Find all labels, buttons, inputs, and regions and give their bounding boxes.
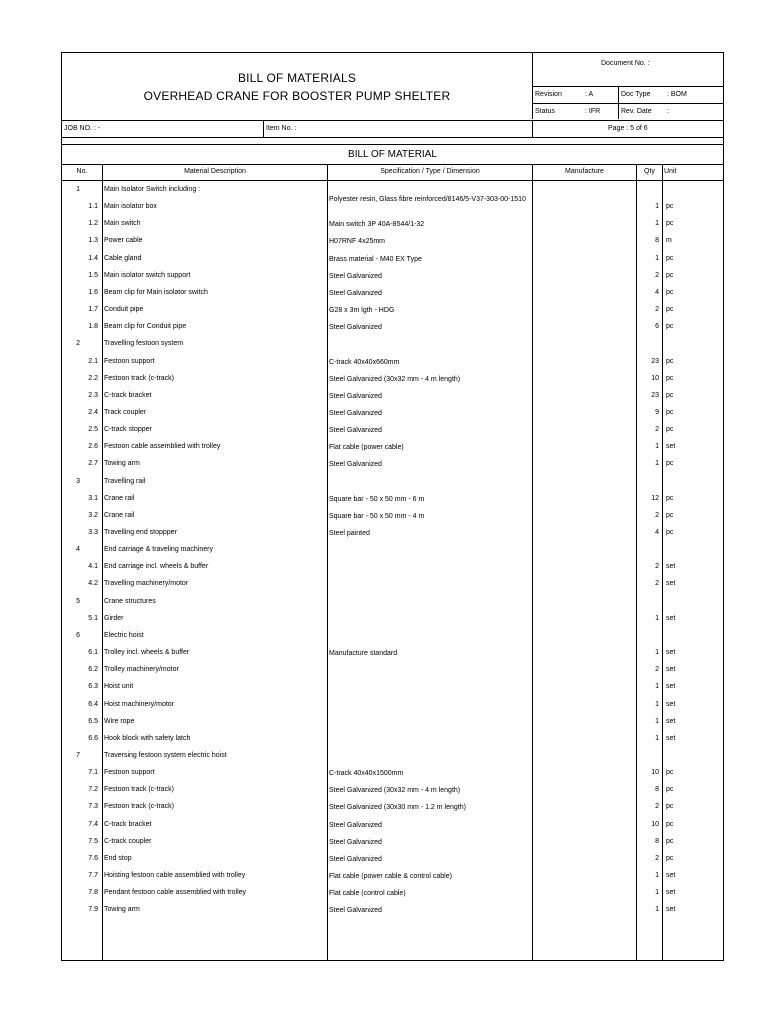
row-number: 1 bbox=[76, 186, 80, 193]
row-unit: set bbox=[666, 872, 676, 879]
col-manufacture: Manufacture bbox=[565, 168, 604, 175]
row-unit: set bbox=[666, 717, 676, 725]
row-description: Beam clip for Main isolator switch bbox=[104, 288, 208, 296]
row-spec: Steel Galvanized bbox=[329, 409, 382, 417]
row-qty: 1 bbox=[655, 872, 659, 879]
row-unit: pc bbox=[666, 271, 674, 279]
row-description: Main isolator box bbox=[104, 203, 157, 211]
row-description: Festoon support bbox=[104, 357, 155, 365]
row-number: 1.6 bbox=[88, 288, 98, 296]
row-unit: set bbox=[666, 580, 676, 588]
row-description: Wire rope bbox=[104, 717, 135, 725]
row-description: C-track coupler bbox=[104, 837, 152, 845]
row-description: Travelling festoon system bbox=[104, 340, 184, 348]
row-description: Trolley incl. wheels & buffer bbox=[104, 649, 190, 657]
row-spec: Flat cable (power cable) bbox=[329, 444, 404, 452]
row-qty: 2 bbox=[655, 803, 659, 811]
row-number: 1.2 bbox=[88, 220, 98, 228]
row-spec: Square bar - 50 x 50 mm - 4 m bbox=[329, 512, 425, 520]
row-unit: pc bbox=[666, 426, 674, 434]
row-unit: pc bbox=[666, 323, 674, 331]
row-number: 7.8 bbox=[88, 889, 98, 897]
row-qty: 23 bbox=[651, 391, 659, 399]
row-unit: pc bbox=[666, 494, 674, 502]
row-number: 2.1 bbox=[88, 357, 98, 365]
row-qty: 2 bbox=[655, 426, 659, 434]
document-meta bbox=[533, 53, 723, 119]
row-number: 1.1 bbox=[88, 203, 98, 211]
row-description: Conduit pipe bbox=[104, 306, 144, 314]
row-unit: pc bbox=[666, 203, 674, 211]
rev-date-label: Rev. Date bbox=[621, 108, 652, 115]
row-description: Festoon track (c-track) bbox=[104, 803, 175, 811]
row-unit: pc bbox=[666, 529, 674, 536]
row-unit: pc bbox=[666, 786, 674, 794]
row-spec: Steel Galvanized bbox=[329, 907, 382, 915]
job-no: JOB NO. : - bbox=[64, 125, 101, 132]
row-number: 7.3 bbox=[88, 803, 98, 811]
row-qty: 1 bbox=[655, 717, 659, 725]
row-unit: set bbox=[666, 649, 676, 657]
title-block bbox=[62, 53, 533, 119]
row-qty: 4 bbox=[655, 529, 659, 536]
row-number: 3 bbox=[76, 477, 80, 485]
row-number: 7.9 bbox=[88, 906, 98, 914]
row-spec: Flat cable (power cable & control cable) bbox=[329, 873, 452, 880]
row-description: C-track bracket bbox=[104, 391, 152, 399]
rev-date-value: : bbox=[667, 108, 669, 115]
row-unit: pc bbox=[666, 306, 674, 314]
column-divider bbox=[532, 165, 533, 960]
row-spec: C-track 40x40x1500mm bbox=[329, 770, 404, 778]
row-number: 3.1 bbox=[88, 494, 98, 502]
row-unit: pc bbox=[666, 408, 674, 416]
row-number: 7.4 bbox=[88, 820, 98, 828]
row-qty: 1 bbox=[655, 889, 659, 897]
row-qty: 8 bbox=[655, 786, 659, 794]
status-label: Status bbox=[535, 108, 555, 115]
column-divider bbox=[327, 165, 328, 960]
doc-type-label: Doc Type bbox=[621, 91, 651, 98]
row-qty: 10 bbox=[651, 820, 659, 828]
row-number: 7.1 bbox=[88, 769, 98, 777]
row-number: 6.3 bbox=[88, 683, 98, 691]
row-description: Travelling end stoppper bbox=[104, 529, 177, 536]
row-qty: 2 bbox=[655, 306, 659, 314]
column-divider bbox=[102, 165, 103, 960]
row-description: Crane rail bbox=[104, 511, 135, 519]
row-qty: 2 bbox=[655, 563, 659, 571]
row-unit: pc bbox=[666, 837, 674, 845]
row-spec: Steel Galvanized bbox=[329, 821, 382, 829]
row-description: End stop bbox=[104, 854, 132, 862]
row-unit: pc bbox=[666, 820, 674, 828]
revision-value: : A bbox=[585, 91, 594, 98]
row-description: Hook block with safety latch bbox=[104, 734, 191, 742]
row-unit: set bbox=[666, 563, 676, 571]
row-spec: Steel Galvanized bbox=[329, 855, 382, 863]
job-row-divider bbox=[263, 121, 264, 137]
row-description: Towing arm bbox=[104, 906, 140, 914]
revision-row bbox=[533, 87, 723, 104]
row-description: Traversing festoon system electric hoist bbox=[104, 751, 227, 759]
row-spec: Steel Galvanized bbox=[329, 324, 382, 332]
row-description: Electric hoist bbox=[104, 631, 144, 639]
row-description: Travelling machinery/motor bbox=[104, 580, 189, 588]
job-row bbox=[62, 120, 723, 138]
row-number: 4.1 bbox=[88, 563, 98, 571]
row-spec: G28 x 3m lgth - HDG bbox=[329, 307, 395, 315]
row-description: C-track bracket bbox=[104, 820, 152, 828]
row-spec: Steel Galvanized bbox=[329, 838, 382, 846]
row-description: Festoon support bbox=[104, 769, 155, 777]
row-number: 3.2 bbox=[88, 511, 98, 519]
row-number: 7.2 bbox=[88, 786, 98, 794]
row-number: 7.7 bbox=[88, 872, 98, 879]
row-description: Travelling rail bbox=[104, 477, 146, 485]
row-description: Crane rail bbox=[104, 494, 135, 502]
job-row-divider bbox=[532, 121, 533, 137]
row-description: Cable gland bbox=[104, 254, 142, 262]
row-number: 2.2 bbox=[88, 374, 98, 382]
row-spec: C-track 40x40x660mm bbox=[329, 358, 400, 366]
row-unit: pc bbox=[666, 220, 674, 228]
row-unit: set bbox=[666, 614, 676, 622]
row-spec: Square bar - 50 x 50 mm - 6 m bbox=[329, 495, 425, 503]
column-divider bbox=[662, 165, 663, 960]
col-spec: Specification / Type / Dimension bbox=[380, 168, 480, 175]
row-description: C-track stopper bbox=[104, 426, 152, 434]
col-qty: Qty bbox=[644, 168, 655, 175]
row-qty: 1 bbox=[655, 460, 659, 468]
row-description: Pendant festoon cable assemblied with trolley bbox=[104, 889, 247, 897]
row-spec: Brass material - M40 EX Type bbox=[329, 255, 422, 263]
row-description: Beam clip for Conduit pipe bbox=[104, 323, 187, 331]
row-spec: Steel Galvanized (30x32 mm - 4 m length) bbox=[329, 375, 461, 383]
row-description: Track coupler bbox=[104, 408, 147, 416]
row-spec: Polyester resin, Glass fibre reinforced/8146/5-V37-303-00-1510 bbox=[329, 196, 526, 204]
row-number: 2.4 bbox=[88, 408, 98, 416]
row-number: 6.4 bbox=[88, 700, 98, 708]
row-qty: 4 bbox=[655, 288, 659, 296]
row-unit: set bbox=[666, 683, 676, 691]
row-number: 4 bbox=[76, 546, 80, 554]
document-header bbox=[62, 53, 723, 119]
document-title: BILL OF MATERIALS bbox=[237, 71, 357, 85]
row-qty: 8 bbox=[655, 837, 659, 845]
row-qty: 23 bbox=[651, 357, 659, 365]
row-number: 5.1 bbox=[88, 614, 98, 622]
row-number: 4.2 bbox=[88, 580, 98, 588]
row-number: 2.5 bbox=[88, 426, 98, 434]
row-number: 6.1 bbox=[88, 649, 98, 657]
row-number: 1.8 bbox=[88, 323, 98, 331]
row-qty: 10 bbox=[651, 769, 659, 777]
row-qty: 2 bbox=[655, 854, 659, 862]
row-description: Towing arm bbox=[104, 460, 140, 468]
row-qty: 1 bbox=[655, 220, 659, 228]
bom-sheet bbox=[61, 52, 724, 961]
row-qty: 2 bbox=[655, 580, 659, 588]
col-description: Material Description bbox=[184, 168, 246, 175]
row-unit: pc bbox=[666, 254, 674, 262]
row-unit: pc bbox=[666, 511, 674, 519]
row-description: Main switch bbox=[104, 220, 141, 228]
col-no: No. bbox=[76, 168, 88, 175]
status-row bbox=[533, 104, 723, 119]
row-qty: 12 bbox=[651, 494, 659, 502]
row-number: 1.7 bbox=[88, 306, 98, 314]
row-description: End carriage & traveling machinery bbox=[104, 546, 213, 554]
row-description: Festoon track (c-track) bbox=[104, 374, 175, 382]
row-number: 1.5 bbox=[88, 271, 98, 279]
row-qty: 6 bbox=[655, 323, 659, 331]
row-description: Crane structures bbox=[104, 597, 156, 605]
row-unit: pc bbox=[666, 803, 674, 811]
row-spec: Manufacture standard bbox=[329, 650, 398, 658]
row-number: 3.3 bbox=[88, 529, 98, 536]
row-description: Trolley machinery/motor bbox=[104, 666, 179, 674]
row-description: Hoisting festoon cable assemblied with trolley bbox=[104, 872, 246, 879]
row-number: 7.6 bbox=[88, 854, 98, 862]
row-qty: 1 bbox=[655, 443, 659, 451]
row-spec: Steel Galvanized bbox=[329, 427, 382, 435]
row-qty: 1 bbox=[655, 734, 659, 742]
meta-divider bbox=[618, 87, 619, 119]
row-unit: pc bbox=[666, 374, 674, 382]
row-unit: m bbox=[666, 237, 672, 245]
row-spec: Steel painted bbox=[329, 530, 370, 537]
document-no-cell bbox=[533, 53, 723, 87]
row-description: Power cable bbox=[104, 237, 143, 245]
row-qty: 1 bbox=[655, 683, 659, 691]
row-unit: pc bbox=[666, 288, 674, 296]
row-spec: Flat cable (control cable) bbox=[329, 890, 406, 898]
row-unit: set bbox=[666, 700, 676, 708]
column-header-row bbox=[62, 165, 723, 181]
row-qty: 2 bbox=[655, 666, 659, 674]
row-unit: pc bbox=[666, 460, 674, 468]
row-qty: 9 bbox=[655, 408, 659, 416]
row-number: 7 bbox=[76, 751, 80, 759]
row-unit: pc bbox=[666, 357, 674, 365]
row-qty: 10 bbox=[651, 374, 659, 382]
row-qty: 1 bbox=[655, 614, 659, 622]
row-qty: 1 bbox=[655, 700, 659, 708]
document-no-label: Document No. : bbox=[601, 60, 650, 67]
row-qty: 8 bbox=[655, 237, 659, 245]
row-number: 6 bbox=[76, 631, 80, 639]
row-unit: pc bbox=[666, 391, 674, 399]
row-unit: set bbox=[666, 906, 676, 914]
row-qty: 1 bbox=[655, 203, 659, 211]
row-spec: Steel Galvanized bbox=[329, 392, 382, 400]
row-unit: pc bbox=[666, 769, 674, 777]
row-description: Festoon track (c-track) bbox=[104, 786, 175, 794]
spacer-row bbox=[62, 137, 723, 145]
row-number: 6.2 bbox=[88, 666, 98, 674]
col-unit: Unit bbox=[664, 168, 677, 175]
row-description: End carriage incl. wheels & buffer bbox=[104, 563, 209, 571]
row-spec: Steel Galvanized bbox=[329, 272, 382, 280]
row-spec: Steel Galvanized bbox=[329, 461, 382, 469]
row-qty: 1 bbox=[655, 254, 659, 262]
row-spec: Steel Galvanized (30x32 mm - 4 m length) bbox=[329, 787, 461, 795]
row-qty: 2 bbox=[655, 271, 659, 279]
row-description: Hoist unit bbox=[104, 683, 134, 691]
row-number: 1.4 bbox=[88, 254, 98, 262]
row-description: Hoist machinery/motor bbox=[104, 700, 175, 708]
page-number: Page : 5 of 6 bbox=[608, 125, 648, 132]
status-value: : IFR bbox=[585, 108, 601, 115]
row-unit: set bbox=[666, 666, 676, 674]
row-description: Main isolator switch support bbox=[104, 271, 191, 279]
row-number: 2.3 bbox=[88, 391, 98, 399]
row-description: Main Isolator Switch including : bbox=[104, 186, 201, 193]
row-description: Girder bbox=[104, 614, 124, 622]
item-no: Item No. : bbox=[266, 125, 297, 132]
row-unit: set bbox=[666, 443, 676, 451]
row-unit: set bbox=[666, 889, 676, 897]
row-spec: Steel Galvanized (30x30 mm - 1.2 m length) bbox=[329, 804, 466, 812]
document-subtitle: OVERHEAD CRANE FOR BOOSTER PUMP SHELTER bbox=[143, 89, 451, 103]
row-description: Festoon cable assemblied with trolley bbox=[104, 443, 221, 451]
row-spec: Steel Galvanized bbox=[329, 289, 382, 297]
row-unit: pc bbox=[666, 854, 674, 862]
row-number: 6.5 bbox=[88, 717, 98, 725]
row-unit: set bbox=[666, 734, 676, 742]
doc-type-value: : BOM bbox=[667, 91, 687, 98]
row-number: 2 bbox=[76, 340, 80, 348]
row-number: 5 bbox=[76, 597, 80, 605]
bom-title: BILL OF MATERIAL bbox=[62, 145, 723, 165]
row-spec: H07RNF 4x25mm bbox=[329, 238, 386, 246]
row-number: 6.6 bbox=[88, 734, 98, 742]
row-number: 2.7 bbox=[88, 460, 98, 468]
row-number: 1.3 bbox=[88, 237, 98, 245]
row-qty: 1 bbox=[655, 649, 659, 657]
row-number: 2.6 bbox=[88, 443, 98, 451]
row-qty: 1 bbox=[655, 906, 659, 914]
row-number: 7.5 bbox=[88, 837, 98, 845]
revision-label: Revision bbox=[535, 91, 562, 98]
row-qty: 2 bbox=[655, 511, 659, 519]
row-spec: Main switch 3P 40A-8544/1-32 bbox=[329, 221, 425, 229]
